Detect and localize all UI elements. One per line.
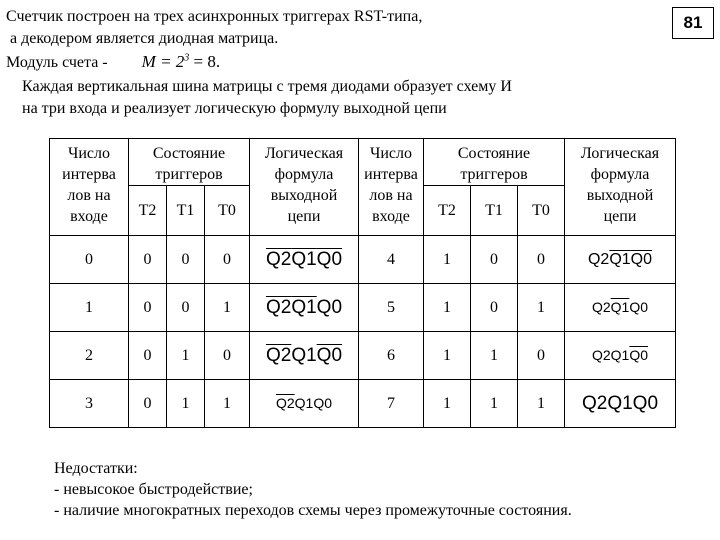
formula-term-q1: Q1 (609, 250, 631, 268)
table-row (50, 284, 676, 332)
logic-formula (565, 284, 676, 332)
interval-count: 0 (50, 236, 129, 284)
state-t0: 0 (205, 236, 250, 284)
state-t1: 1 (167, 332, 205, 380)
formula-term-q0: Q0 (630, 250, 653, 268)
header-formula: Логическая формула выходной цепи (250, 139, 359, 236)
formula-term-q1: Q1 (607, 392, 633, 414)
page-number: 81 (672, 7, 714, 39)
formula-term-q2: Q2 (587, 250, 610, 268)
formula-term-q2: Q2 (265, 344, 292, 366)
header-t0: T0 (205, 186, 250, 236)
state-t2: 0 (129, 236, 167, 284)
header-t1-right: T1 (471, 186, 518, 236)
header-state-2: Состояние триггеров (424, 139, 565, 186)
state-t2: 1 (424, 284, 471, 332)
table-row (50, 380, 676, 428)
description-line-2: на три входа и реализует логическую формулу выходной цепи (22, 100, 447, 117)
state-t2: 1 (424, 380, 471, 428)
modulus-formula: $M = 2^3 = 8$. (141, 52, 221, 71)
modulus-line (6, 52, 220, 72)
description (22, 76, 512, 120)
formula-term-q0: Q0 (316, 296, 343, 318)
formula-term-q1: Q1 (291, 344, 317, 366)
logic-formula (250, 332, 359, 380)
formula-term-q0: Q0 (632, 392, 659, 414)
formula-term-q0: Q0 (629, 346, 649, 363)
modulus-label: Модуль счета - (6, 54, 108, 71)
logic-formula (250, 236, 359, 284)
header-count: Число интерва лов на входе (50, 139, 129, 236)
intro-text (6, 6, 422, 50)
header-t2: T2 (129, 186, 167, 236)
formula-term-q2: Q2 (275, 394, 295, 411)
state-t2: 0 (129, 380, 167, 428)
formula-term-q2: Q2 (591, 346, 611, 363)
state-t0: 0 (205, 332, 250, 380)
header-t2-right: T2 (424, 186, 471, 236)
state-t1: 0 (167, 284, 205, 332)
header-state: Состояние триггеров (129, 139, 250, 186)
header-count-2: Число интерва лов на входе (359, 139, 424, 236)
logic-formula (565, 236, 676, 284)
drawbacks-title: Недостатки: (54, 460, 138, 477)
header-formula-2: Логическая формула выходной цепи (565, 139, 676, 236)
table-row (50, 332, 676, 380)
state-t1: 0 (167, 236, 205, 284)
state-t0: 0 (518, 236, 565, 284)
formula-term-q2: Q2 (265, 248, 292, 270)
formula-term-q2: Q2 (265, 296, 292, 318)
state-t0: 1 (518, 284, 565, 332)
formula-term-q0: Q0 (316, 248, 343, 270)
interval-count: 6 (359, 332, 424, 380)
interval-count: 4 (359, 236, 424, 284)
drawbacks (54, 458, 572, 521)
formula-term-q1: Q1 (291, 296, 317, 318)
header-t1: T1 (167, 186, 205, 236)
state-t0: 1 (205, 380, 250, 428)
state-t0: 1 (205, 284, 250, 332)
interval-count: 5 (359, 284, 424, 332)
state-t2: 0 (129, 332, 167, 380)
logic-formula (565, 380, 676, 428)
interval-count: 1 (50, 284, 129, 332)
state-t1: 1 (167, 380, 205, 428)
decoder-table (49, 138, 676, 428)
formula-term-q1: Q1 (610, 298, 630, 315)
formula-term-q0: Q0 (629, 298, 649, 315)
formula-term-q2: Q2 (581, 392, 608, 414)
state-t1: 1 (471, 332, 518, 380)
table-row (50, 236, 676, 284)
formula-term-q1: Q1 (291, 248, 317, 270)
formula-term-q1: Q1 (294, 394, 314, 411)
state-t1: 1 (471, 380, 518, 428)
interval-count: 3 (50, 380, 129, 428)
formula-term-q0: Q0 (313, 394, 333, 411)
formula-term-q2: Q2 (591, 298, 611, 315)
intro-line-2: а декодером является диодная матрица. (6, 30, 279, 47)
interval-count: 7 (359, 380, 424, 428)
drawback-item: - невысокое быстродействие; (54, 481, 253, 498)
state-t2: 1 (424, 332, 471, 380)
state-t1: 0 (471, 284, 518, 332)
interval-count: 2 (50, 332, 129, 380)
state-t0: 1 (518, 380, 565, 428)
formula-term-q0: Q0 (316, 344, 343, 366)
header-t0-right: T0 (518, 186, 565, 236)
formula-term-q1: Q1 (610, 346, 630, 363)
state-t2: 1 (424, 236, 471, 284)
state-t2: 0 (129, 284, 167, 332)
state-t1: 0 (471, 236, 518, 284)
logic-formula (250, 380, 359, 428)
logic-formula (565, 332, 676, 380)
logic-formula (250, 284, 359, 332)
drawback-item: - наличие многократных переходов схемы через промежуточные состояния. (54, 502, 572, 519)
intro-line-1: Счетчик построен на трех асинхронных триггерах RST-типа, (6, 8, 423, 25)
state-t0: 0 (518, 332, 565, 380)
description-line-1: Каждая вертикальная шина матрицы с тремя диодами образует схему И (22, 78, 512, 95)
